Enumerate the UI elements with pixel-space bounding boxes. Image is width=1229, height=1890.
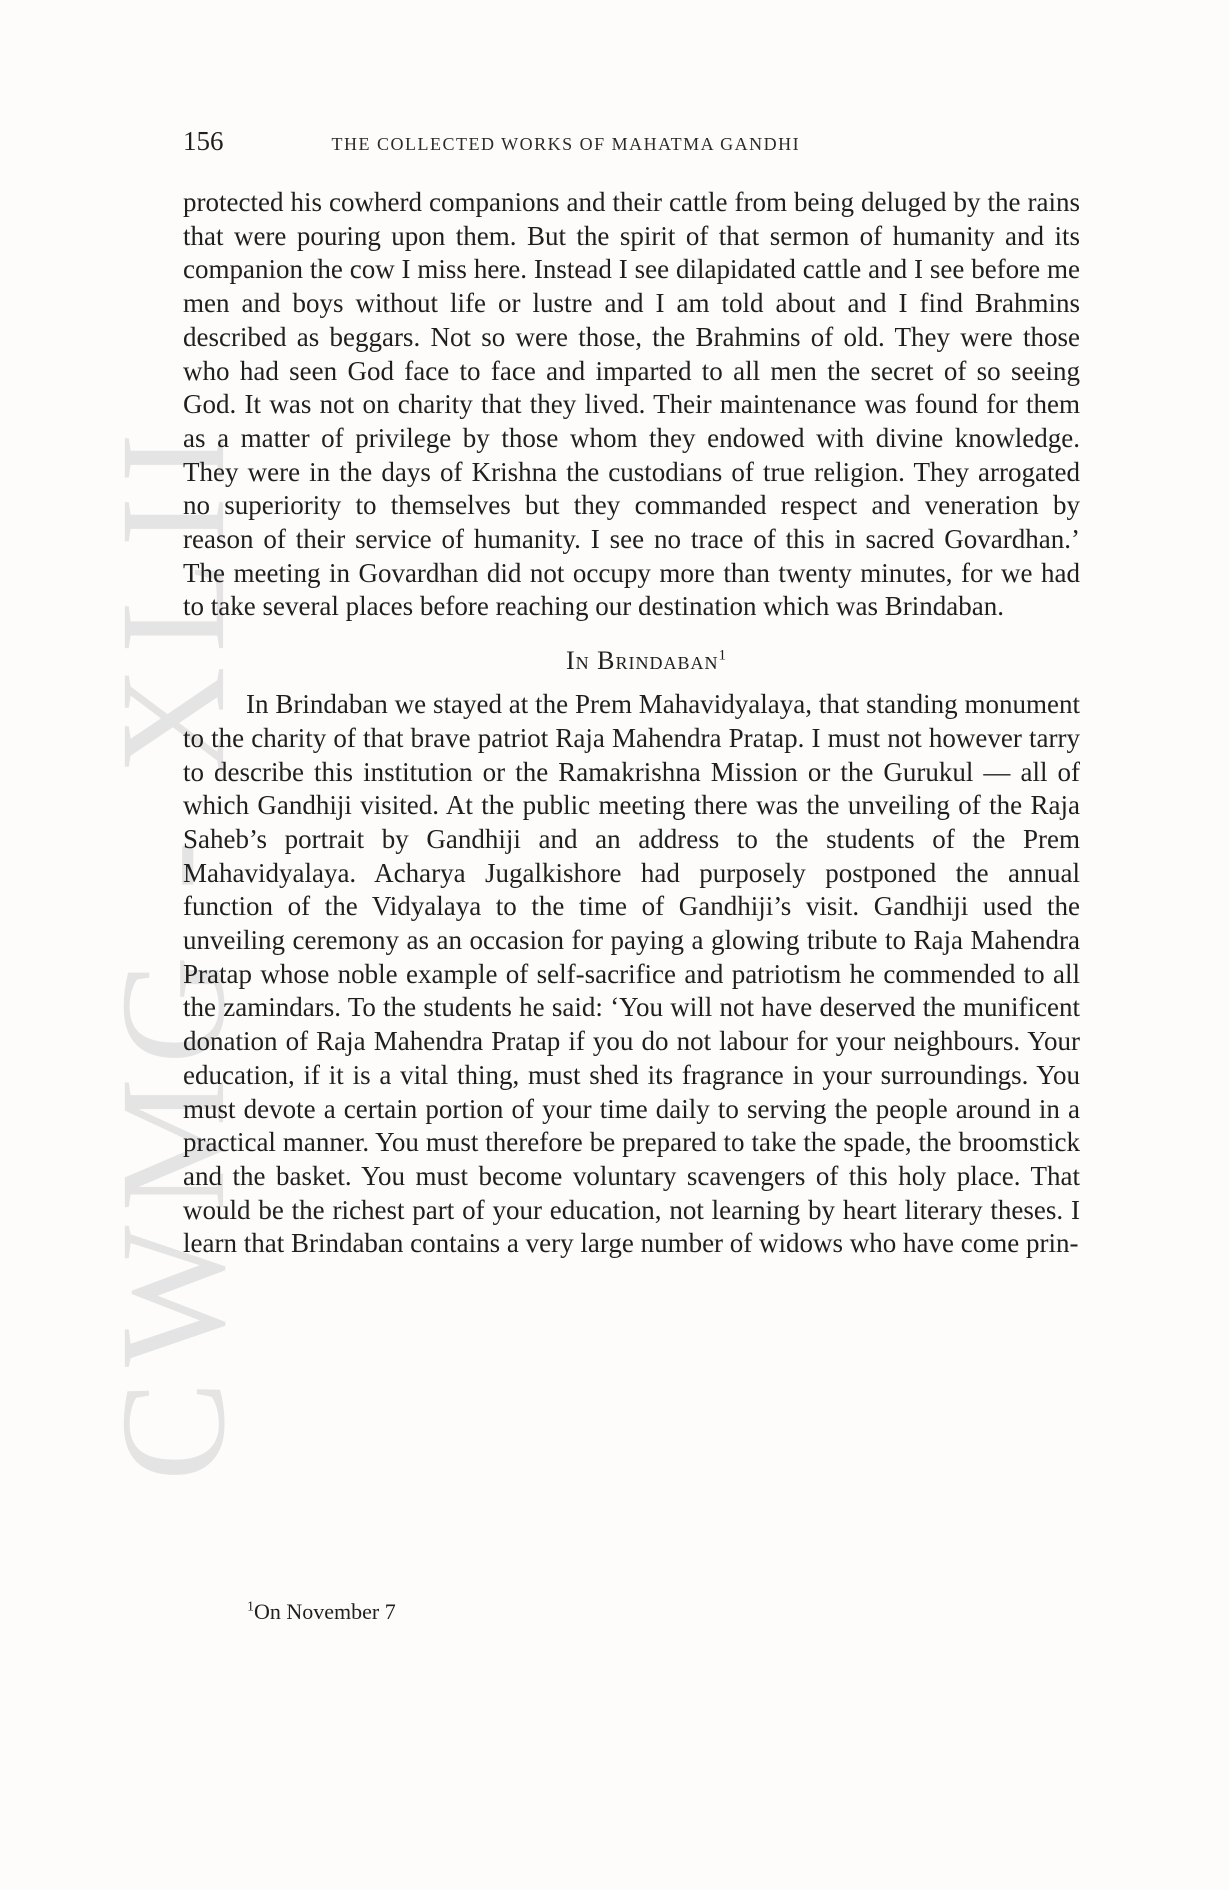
page-header bbox=[183, 126, 1080, 166]
body-paragraph-2: In Brindaban we stayed at the Prem Mahavidyalaya, that standing monument to the charity of that brave patriot Raja Mahendra Pratap. I must not however tarry to describe this institution or the Ramakrishna Mission or the Gurukul — all of which Gandhiji visited. At the public meeting there was the unveiling of the Raja Saheb’s portrait by Gandhiji and an address to the students of the Prem Mahavidyalaya. Acharya Jugalkishore had purposely postponed the annual function of the Vidyalaya to the time of Gandhiji’s visit. Gandhiji used the unveiling ceremony as an occasion for paying a glowing tribute to Raja Mahendra Pratap whose noble example of self-sacrifice and patriotism he commended to all the zamindars. To the students he said: ‘You will not have deserved the munificent donation of Raja Mahendra Pratap if you do not labour for your neighbours. Your education, if it is a vital thing, must shed its fragrance in your surroundings. You must devote a certain portion of your time daily to serving the people around in a practical manner. You must therefore be prepared to take the spade, the broomstick and the basket. You must become voluntary scavengers of this holy place. That would be the richest part of your education, not learning by heart literary theses. I learn that Brindaban contains a very large number of widows who have come prin- bbox=[183, 689, 1080, 1259]
footnote-mark: 1 bbox=[247, 1599, 254, 1615]
section-heading bbox=[213, 648, 1080, 674]
footnote-text: On November 7 bbox=[254, 1599, 396, 1624]
page-body bbox=[183, 126, 1080, 1261]
body-paragraph-1: protected his cowherd companions and their cattle from being deluged by the rains that were pouring upon them. But the spirit of that sermon of humanity and its companion the cow I miss here. Instead I see dilapidated cattle and I see before me men and boys without life or lustre and I am told about and I find Brahmins described as beggars. Not so were those, the Brahmins of old. They were those who had seen God face to face and imparted to all men the secret of so seeing God. It was not on charity that they lived. Their maintenance was found for them as a matter of privilege by those whom they endowed with divine knowledge. They were in the days of Krishna the custodians of true religion. They arrogated no superiority to themselves but they commanded respect and veneration by reason of their service of humanity. I see no trace of this in sacred Govardhan.’ The meeting in Govardhan did not occupy more than twenty minutes, for we had to take several places before reaching our destination which was Brindaban. bbox=[183, 187, 1080, 622]
footnote-reference: 1 bbox=[718, 647, 727, 664]
section-heading-text: In Brindaban bbox=[566, 646, 719, 676]
watermark-text: CWMG - XLII bbox=[90, 418, 257, 1482]
footnote bbox=[247, 1599, 396, 1625]
running-head: THE COLLECTED WORKS OF MAHATMA GANDHI bbox=[331, 134, 801, 154]
page-number: 156 bbox=[183, 126, 224, 156]
